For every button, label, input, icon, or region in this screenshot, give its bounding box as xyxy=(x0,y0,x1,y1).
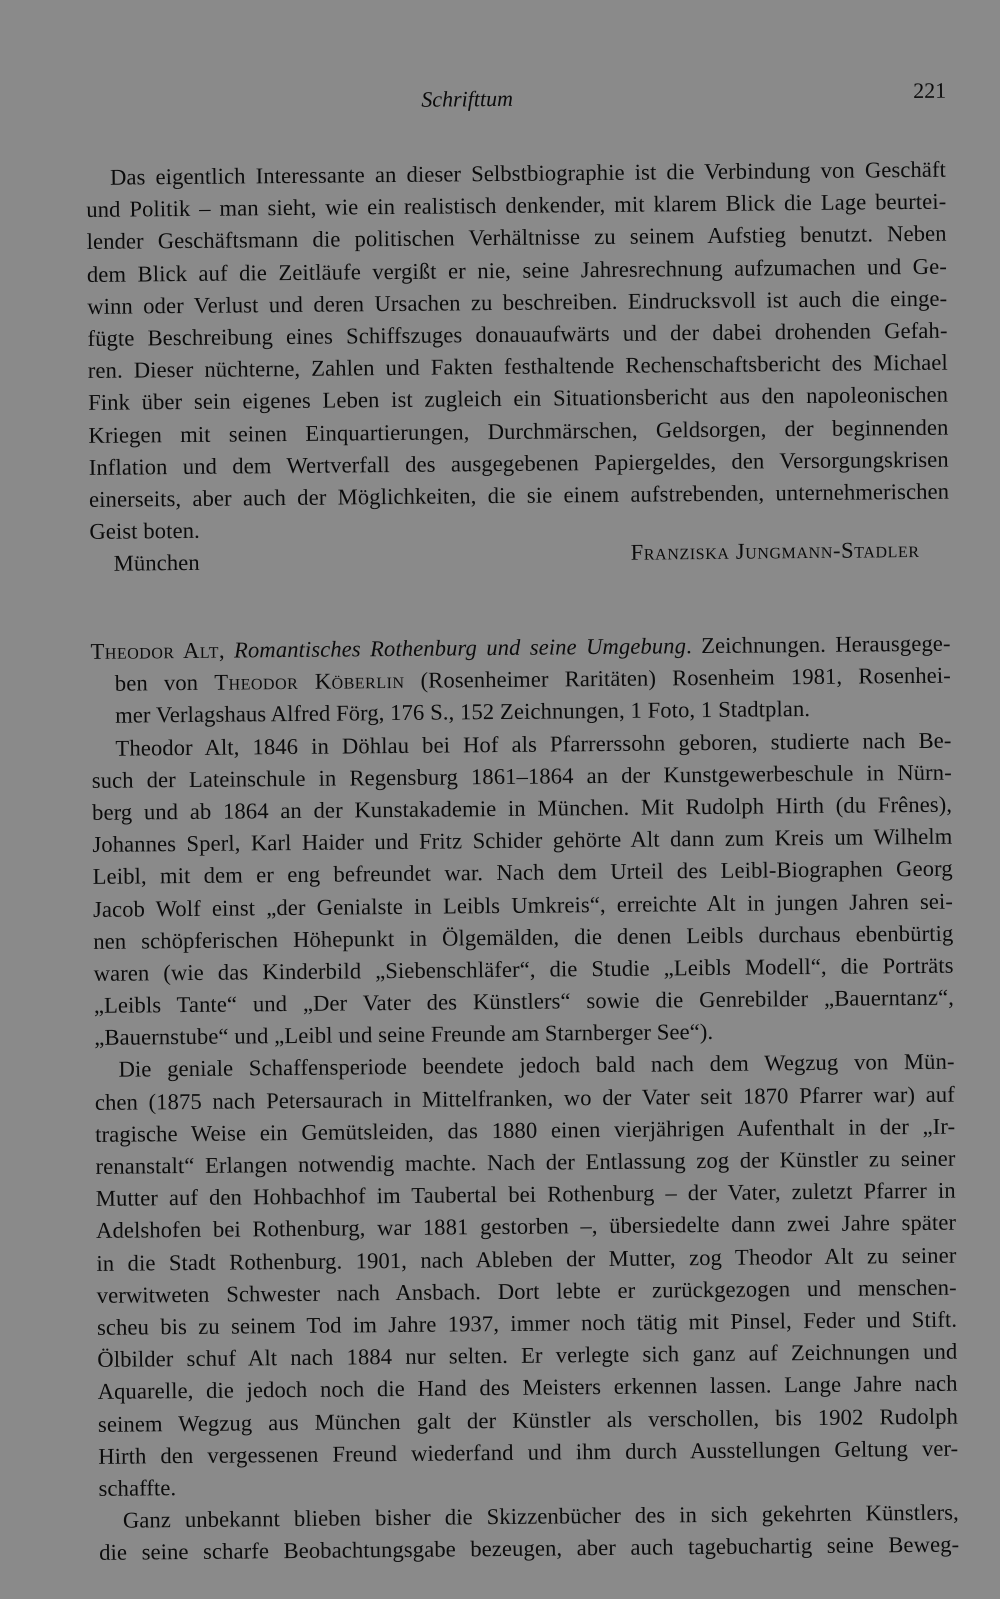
text-line: scheu bis zu seinem Tod im Jahre 1937, immer noch tätig mit Pinsel, Feder und Stift. xyxy=(96,1306,958,1340)
citation-text: (Rosenheimer Raritäten) Rosenheim 1981, Rosenhei- xyxy=(404,662,951,694)
text-line: Ganz unbekannt blieben bisher die Skizzenbücher des in sich gekehrten Künstlers, xyxy=(122,1499,959,1533)
text-line: tragische Weise ein Gemütsleiden, das 1880 einen vierjährigen Aufenthalt in der „Ir- xyxy=(95,1113,956,1147)
bibliographic-citation xyxy=(90,628,951,733)
text-line: Ölbilder schuf Alt nach 1884 nur selten. Er verlegte sich ganz auf Zeichnungen und xyxy=(97,1338,958,1373)
text-line: schaffte. xyxy=(98,1475,177,1501)
text-line: such der Lateinschule in Regensburg 1861–1864 an der Kunstgewerbeschule in Nürn- xyxy=(91,759,952,793)
text-line: verwitweten Schwester nach Ansbach. Dort lebte er zurückgezogen und menschen- xyxy=(96,1274,957,1308)
text-line: Leibl, mit dem er eng befreundet war. Nach dem Urteil des Leibl-Biographen Georg xyxy=(92,855,953,890)
paragraph xyxy=(91,724,954,1054)
text-line: fügte Beschreibung eines Schiffszuges donauaufwärts und der dabei drohenden Gefah- xyxy=(87,317,948,351)
text-line: Adelshofen bei Rothenburg, war 1881 gestorben –, übersiedelte dann zwei Jahre später xyxy=(95,1210,957,1244)
text-line: chen (1875 nach Petersaurach in Mittelfranken, wo der Vater seit 1870 Pfarrer war) auf xyxy=(94,1081,955,1115)
text-line: die seine scharfe Beobachtungsgabe bezeugen, aber auch tagebuchartig seine Beweg- xyxy=(99,1531,960,1566)
text-line: „Leibls Tante“ und „Der Vater des Künstlers“ sowie die Genrebilder „Bauerntanz“, xyxy=(93,984,955,1018)
citation-author: Theodor Alt xyxy=(90,637,220,664)
text-line: Hirth den vergessenen Freund wiederfand und ihm durch Ausstellungen Geltung ver- xyxy=(98,1435,959,1469)
text-line: Geist boten. xyxy=(89,517,200,544)
review-signature xyxy=(90,537,950,580)
review-alt xyxy=(90,628,959,1570)
review-author: Franziska Jungmann-Stadler xyxy=(630,537,920,565)
citation-text: ben von xyxy=(114,669,215,696)
citation-line: Theodor Alt, Romantisches Rothenburg und seine Umgebung. Zeichnungen. Herausgege- xyxy=(90,630,951,664)
text-line: „Bauernstube“ und „Leibl und seine Freunde am Starnberger See“). xyxy=(94,1019,714,1051)
text-line: und Politik – man sieht, wie ein realistisch denkender, mit klarem Blick die Lage beurtei- xyxy=(86,188,947,223)
citation-text: . Zeichnungen. Herausgege- xyxy=(685,630,951,659)
text-line: dem Blick auf die Zeitläufe vergißt er nie, seine Jahresrechnung aufzumachen und Ge- xyxy=(86,253,948,287)
text-line: Johannes Sperl, Karl Haider und Fritz Schider gehörte Alt dann zum Kreis um Wilhelm xyxy=(92,823,953,858)
page-number: 221 xyxy=(913,77,947,104)
text-line: einerseits, aber auch der Möglichkeiten, die sie einem aufstrebenden, unternehmerischen xyxy=(88,478,950,512)
text-line: lender Geschäftsmann die politischen Verhältnisse zu seinem Aufstieg benutzt. Neben xyxy=(86,221,947,255)
text-line: waren (wie das Kinderbild „Siebenschläfer“, die Studie „Leibls Modell“, die Porträts xyxy=(93,952,954,986)
text-line: in die Stadt Rothenburg. 1901, nach Ableben der Mutter, zog Theodor Alt zu seiner xyxy=(96,1242,957,1276)
text-line: Aquarelle, die jedoch noch die Hand des Meisters erkennen lassen. Lange Jahre nach xyxy=(97,1370,958,1405)
paragraph xyxy=(94,1046,958,1505)
text-line: Jacob Wolf einst „der Genialste in Leibls Umkreis“, erreichte Alt in jungen Jahren sei- xyxy=(92,888,954,922)
text-line: Die geniale Schaffensperiode beendete jedoch bald nach dem Wegzug von Mün- xyxy=(118,1049,955,1083)
text-line: nen schöpferischen Höhepunkt in Ölgemälden, die denen Leibls durchaus ebenbürtig xyxy=(93,920,954,954)
review-fink xyxy=(86,154,950,580)
text-line: winn oder Verlust und deren Ursachen zu beschreiben. Eindrucksvoll ist auch die einge- xyxy=(87,285,948,319)
text-line: ren. Dieser nüchterne, Zahlen und Fakten festhaltende Rechenschaftsbericht des Michael xyxy=(87,349,948,384)
text-line: renanstalt“ Erlangen notwendig machte. Nach der Entlassung zog der Künstler zu seiner xyxy=(95,1145,956,1179)
text-line: Fink über sein eigenes Leben ist zugleich ein Situationsbericht aus den napoleonischen xyxy=(88,381,949,416)
text-line: Kriegen mit seinen Einquartierungen, Durchmärschen, Geldsorgen, der beginnenden xyxy=(88,414,949,448)
text-line: Inflation und dem Wertverfall des ausgegebenen Papiergeldes, den Versorgungskrisen xyxy=(88,446,949,480)
citation-line: mer Verlagshaus Alfred Förg, 176 S., 152 Zeichnungen, 1 Foto, 1 Stadtplan. xyxy=(115,696,811,729)
section-title: Schrifttum xyxy=(421,85,514,112)
text-line: seinem Wegzug aus München galt der Künstler als verschollen, bis 1902 Rudolph xyxy=(97,1403,959,1437)
text-line: Theodor Alt, 1846 in Döhlau bei Hof als Pfarrerssohn geboren, studierte nach Be- xyxy=(115,727,952,761)
book-title: Romantisches Rothenburg und seine Umgebung xyxy=(233,633,687,663)
citation-editor: Theodor Köberlin xyxy=(214,668,405,695)
text-line: berg und ab 1864 an der Kunstakademie in München. Mit Rudolph Hirth (du Frênes), xyxy=(91,791,953,825)
review-place: München xyxy=(113,550,200,576)
running-head xyxy=(0,77,993,121)
text-line: Das eigentlich Interessante an dieser Selbstbiographie ist die Verbindung von Geschäft xyxy=(109,156,947,190)
text-line: Mutter auf den Hohbachhof im Taubertal bei Rothenburg – der Vater, zuletzt Pfarrer in xyxy=(95,1177,956,1212)
paragraph xyxy=(99,1497,960,1570)
